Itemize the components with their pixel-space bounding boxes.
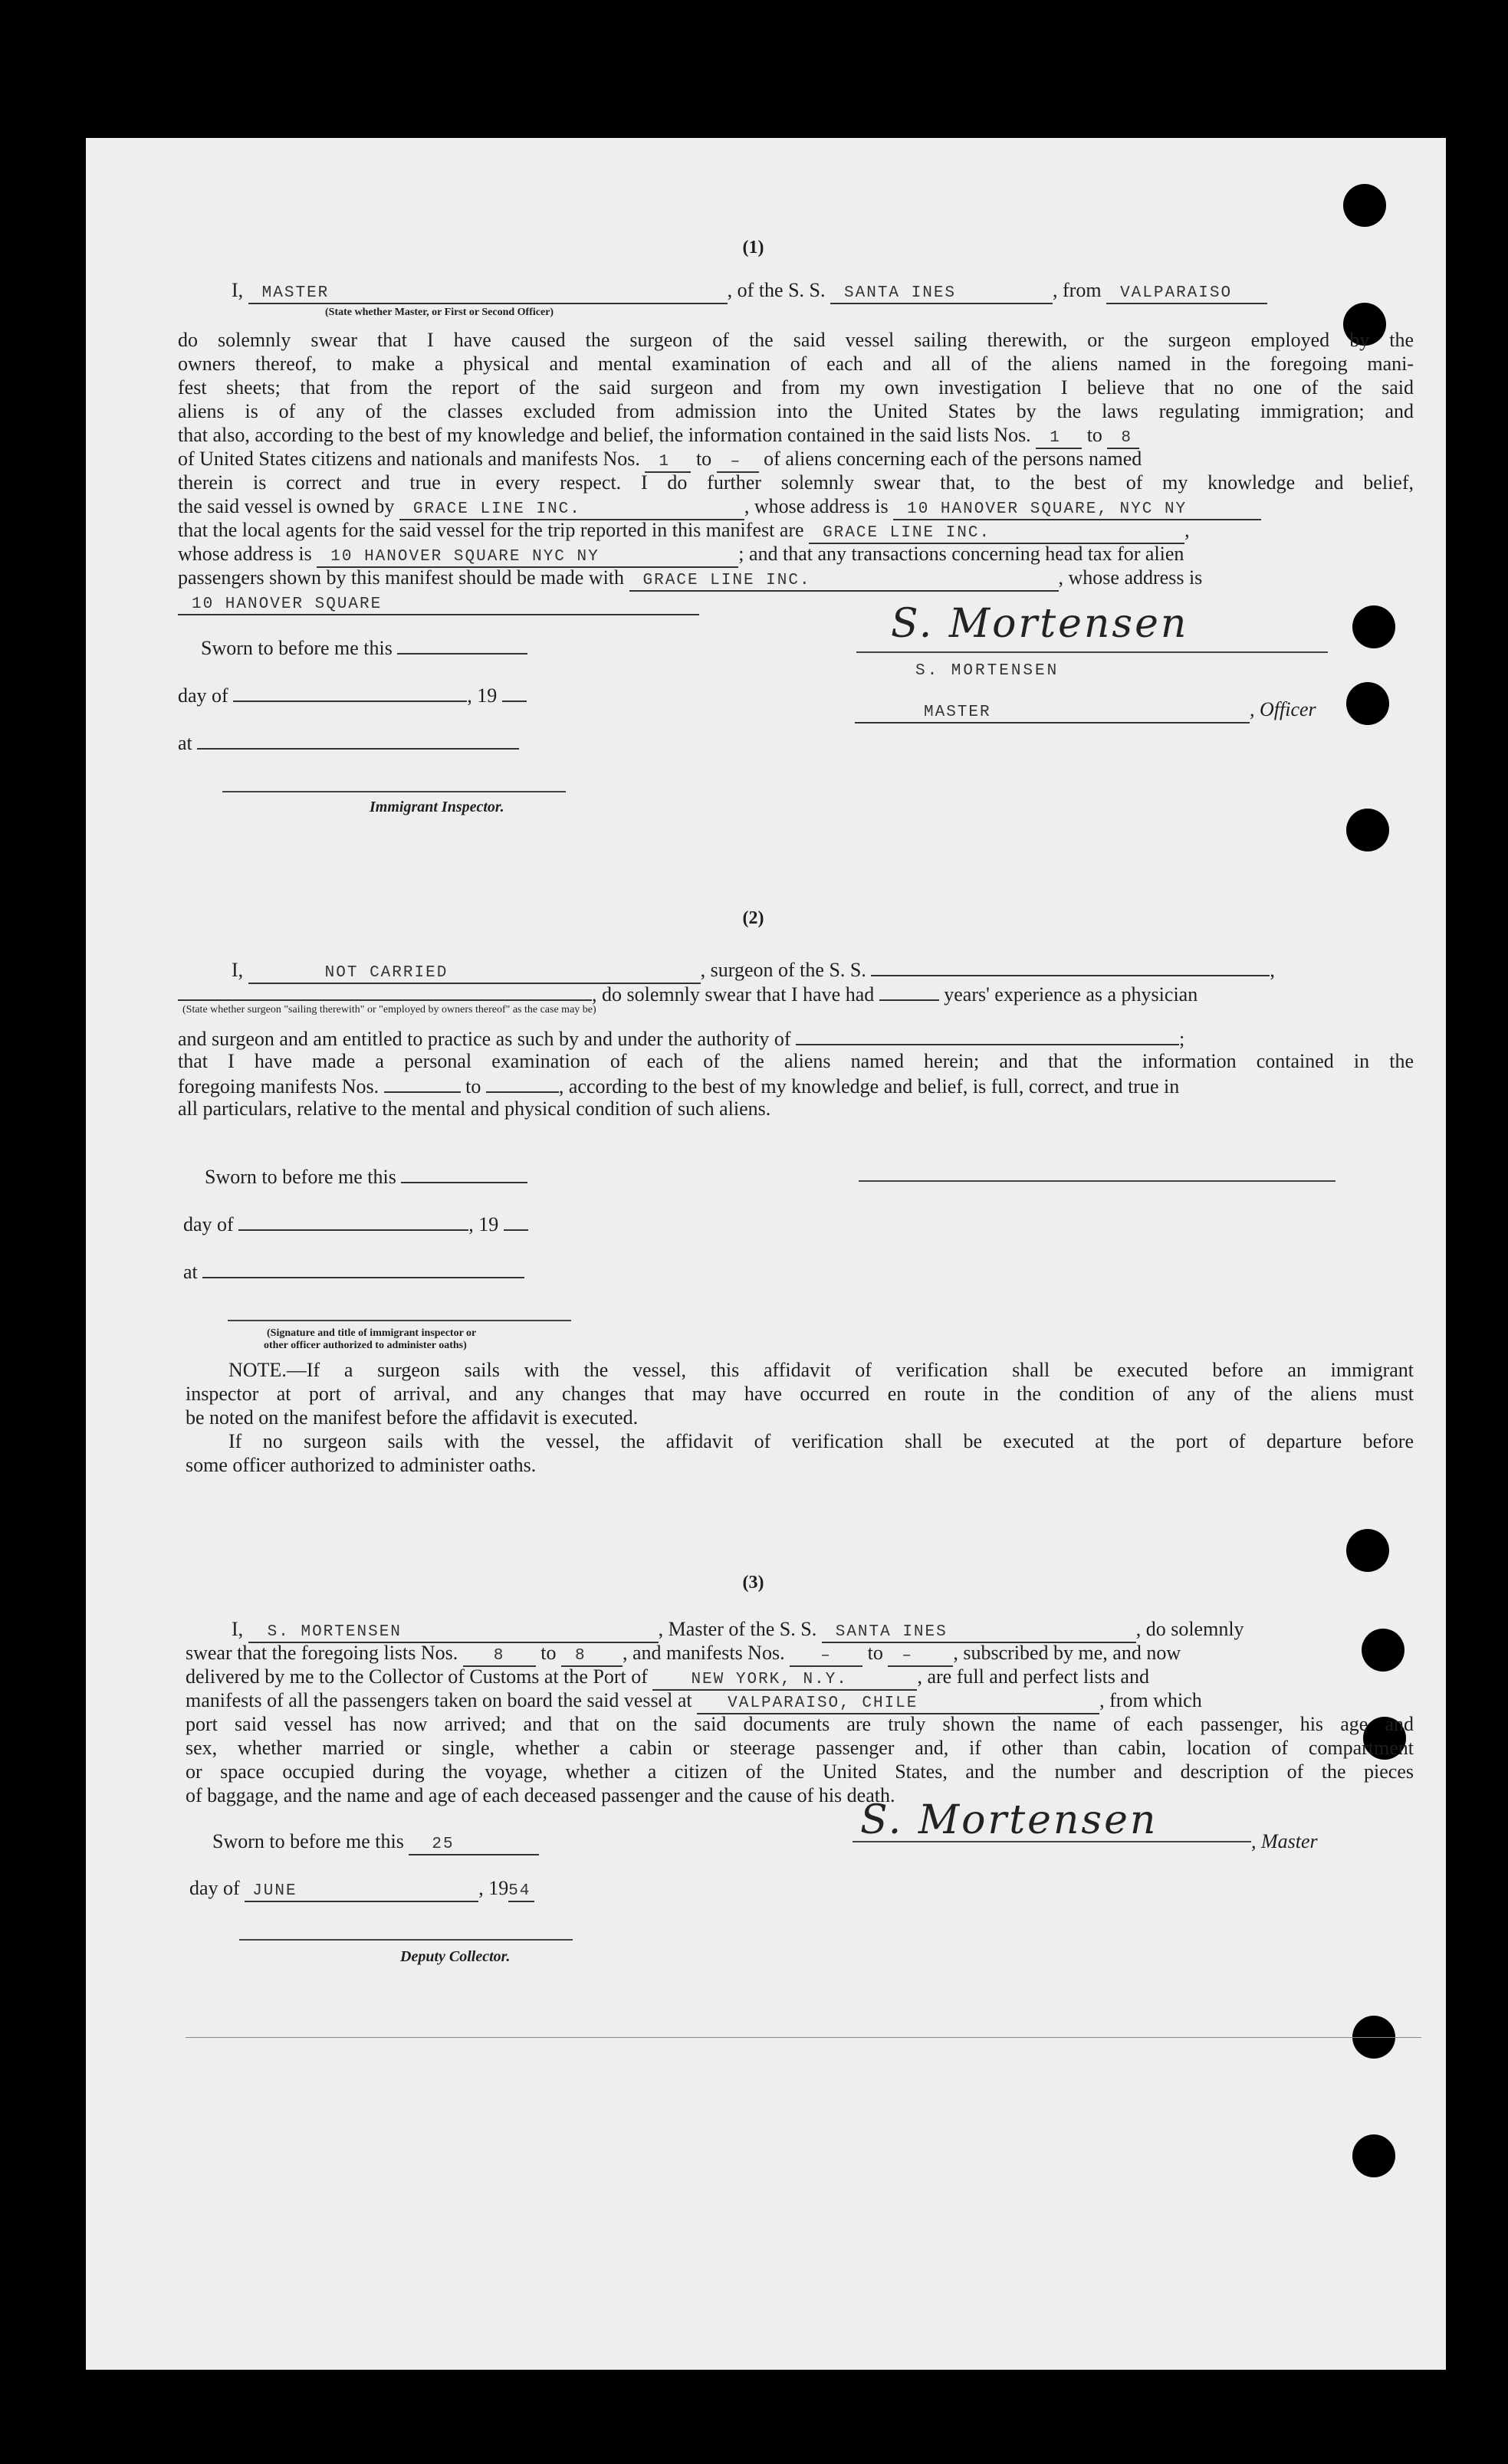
- label: Sworn to before me this: [205, 1166, 396, 1188]
- agents-field: GRACE LINE INC.: [809, 524, 1184, 544]
- label: of aliens concerning each of the persons named: [764, 448, 1142, 470]
- note-text: inspector at port of arrival, and any changes that may have occurred en route in the condition of any of the aliens must: [186, 1383, 1414, 1405]
- punch-hole: [1346, 809, 1389, 851]
- owner-field: GRACE LINE INC.: [399, 500, 744, 520]
- master-signature: S. Mortensen: [860, 1797, 1158, 1843]
- years-field: [879, 981, 939, 1001]
- section-2-authority-line: and surgeon and am entitled to practice as such by and under the authority of ;: [178, 1025, 1184, 1051]
- label: , Master of the S. S.: [658, 1618, 817, 1640]
- label: , are full and perfect lists and: [917, 1665, 1149, 1688]
- punch-hole: [1343, 184, 1386, 227]
- section-3-departure-line: [186, 1688, 1202, 1714]
- label: , subscribed by me, and now: [953, 1642, 1181, 1664]
- label: Sworn to before me this: [201, 637, 393, 659]
- bottom-rule: [186, 2037, 1421, 2038]
- label: , do solemnly swear that I have had: [592, 983, 875, 1006]
- label: day of: [189, 1877, 240, 1899]
- manifest-page: [86, 138, 1446, 2370]
- headtax-field: GRACE LINE INC.: [629, 572, 1059, 592]
- label: , 19: [478, 1877, 509, 1899]
- section-3-text: port said vessel has now arrived; and that on the said documents are truly shown the name of each passenger, his age and: [186, 1713, 1414, 1735]
- master-signature-line: [853, 1841, 1251, 1842]
- section-3-number: (3): [742, 1573, 764, 1593]
- label: , 19: [468, 1213, 499, 1235]
- label: Sworn to before me this: [212, 1830, 404, 1852]
- authority-field: [796, 1025, 1179, 1045]
- label: manifests of all the passengers taken on board the said vessel at: [186, 1689, 692, 1711]
- surgeon-vessel-field: [871, 956, 1270, 976]
- label: passengers shown by this manifest should be made with: [178, 566, 625, 589]
- label: , whose address is: [744, 495, 889, 517]
- label: the said vessel is owned by: [178, 495, 395, 517]
- label: I,: [232, 959, 244, 981]
- at-line: [178, 730, 519, 755]
- label: at: [183, 1261, 198, 1283]
- manifest-from-field: 1: [645, 453, 691, 473]
- section-1-number: (1): [742, 238, 764, 258]
- section-1-text: therein is correct and true in every respect. I do further solemnly swear that, to the best of my knowledge and belief,: [178, 471, 1414, 494]
- owner-address-field: 10 HANOVER SQUARE, NYC NY: [893, 500, 1261, 520]
- officer-hint: (State whether Master, or First or Second Officer): [325, 307, 554, 318]
- year-field: [502, 682, 527, 702]
- year-field: [504, 1211, 528, 1231]
- departure-field: VALPARAISO, CHILE: [697, 1695, 1099, 1714]
- lists-to-field: 8: [561, 1647, 623, 1667]
- sworn-line: [205, 1163, 527, 1189]
- label: years' experience as a physician: [944, 983, 1198, 1006]
- section-3-lists-line: [186, 1641, 1181, 1667]
- label: , of the S. S.: [727, 279, 826, 301]
- day-of-line: [183, 1211, 528, 1236]
- officer-title-line: [855, 697, 1316, 723]
- month-field: [233, 682, 467, 702]
- signature-line: [856, 651, 1328, 653]
- officer-suffix: , Officer: [1250, 698, 1316, 720]
- label: , according to the best of my knowledge and belief, is full, correct, and true in: [558, 1075, 1180, 1097]
- label: , surgeon of the S. S.: [700, 959, 866, 981]
- signature-hint: other officer authorized to administer oaths): [264, 1340, 467, 1351]
- sworn-line: [201, 635, 527, 660]
- section-1-owner-line: [178, 494, 1261, 520]
- collector-label: Deputy Collector.: [400, 1948, 511, 1965]
- note-text: be noted on the manifest before the affidavit is executed.: [186, 1406, 639, 1429]
- month-field: JUNE: [245, 1882, 478, 1902]
- master-suffix: , Master: [1251, 1830, 1318, 1852]
- section-1-headtax-address-line: [178, 589, 699, 615]
- surgeon-hint: (State whether surgeon "sailing therewith" or "employed by owners thereof" as the case may be): [182, 1004, 596, 1015]
- sworn-day-field: [397, 635, 527, 655]
- inspector-signature-line: [228, 1320, 571, 1321]
- lists-to-field: 8: [1107, 429, 1139, 449]
- from-port-field: VALPARAISO: [1106, 284, 1267, 304]
- label: , from: [1053, 279, 1102, 301]
- inspector-label: Immigrant Inspector.: [370, 799, 504, 815]
- signer-name: S. MORTENSEN: [915, 662, 1060, 680]
- label: , whose address is: [1058, 566, 1203, 589]
- port-field: NEW YORK, N.Y.: [652, 1671, 917, 1691]
- label: day of: [183, 1213, 234, 1235]
- label: to: [465, 1075, 481, 1097]
- surgeon-field: NOT CARRIED: [248, 964, 701, 984]
- year-field: 54: [508, 1882, 534, 1902]
- sworn-line: [212, 1829, 539, 1855]
- label: that the local agents for the said vessel for the trip reported in this manifest are: [178, 519, 804, 541]
- section-3-text: sex, whether married or single, whether a cabin or steerage passenger and, if other than cabin, location of compartment: [186, 1737, 1414, 1759]
- punch-hole: [1352, 605, 1395, 648]
- section-1-text: do solemnly swear that I have caused the surgeon of the said vessel sailing therewith, or the surgeon employed by the: [178, 329, 1414, 351]
- officer-field: MASTER: [248, 284, 728, 304]
- vessel-field: SANTA INES: [830, 284, 1053, 304]
- punch-hole: [1352, 2134, 1395, 2177]
- label: to: [540, 1642, 557, 1664]
- section-1-lists-line: [178, 423, 1139, 449]
- punch-hole: [1346, 682, 1389, 725]
- section-1-text: fest sheets; that from the report of the said surgeon and from my own investigation I believe that no one of the said: [178, 376, 1414, 399]
- note-text: If no surgeon sails with the vessel, the affidavit of verification shall be executed at the port of departure before: [228, 1430, 1414, 1452]
- day-of-line: [178, 682, 527, 707]
- month-field: [238, 1211, 468, 1231]
- label: , and manifests Nos.: [623, 1642, 785, 1664]
- place-field: [197, 730, 519, 750]
- punch-hole: [1362, 1629, 1405, 1672]
- label: to: [867, 1642, 883, 1664]
- label: , 19: [467, 684, 498, 707]
- sworn-day-field: [401, 1163, 527, 1183]
- section-2-line-1: I, NOT CARRIED , surgeon of the S. S. ,: [232, 956, 1275, 984]
- section-1-agents-line: that the local agents for the said vessel for the trip reported in this manifest are GRACE LINE INC. ,: [178, 518, 1190, 544]
- manifest-to-field: –: [888, 1647, 953, 1667]
- label: ; and that any transactions concerning head tax for alien: [738, 543, 1184, 565]
- manifest-from-field: [384, 1073, 461, 1093]
- section-2-text: that I have made a personal examination of each of the aliens named herein; and that the information contained in the: [178, 1050, 1414, 1072]
- punch-hole: [1346, 1529, 1389, 1572]
- master-signature: S. Mortensen: [891, 601, 1189, 647]
- label: foregoing manifests Nos.: [178, 1075, 379, 1097]
- headtax-address-field: 10 HANOVER SQUARE: [178, 595, 699, 615]
- collector-signature-line: [239, 1939, 573, 1941]
- section-2-line-2: [178, 981, 1198, 1006]
- section-3-text: of baggage, and the name and age of each deceased passenger and the cause of his death.: [186, 1784, 895, 1806]
- label: day of: [178, 684, 228, 707]
- label: swear that the foregoing lists Nos.: [186, 1642, 458, 1664]
- label: , from which: [1099, 1689, 1202, 1711]
- section-3-port-line: [186, 1665, 1149, 1691]
- note-text: some officer authorized to administer oaths.: [186, 1454, 537, 1476]
- label: of United States citizens and nationals and manifests Nos.: [178, 448, 640, 470]
- section-2-manifests-line: [178, 1073, 1179, 1098]
- section-1-manifests-line: [178, 447, 1142, 473]
- label: to: [1086, 424, 1102, 446]
- surgeon-signature-line: [859, 1180, 1336, 1182]
- section-1-line-1: [232, 278, 1267, 304]
- label: delivered by me to the Collector of Customs at the Port of: [186, 1665, 648, 1688]
- manifest-from-field: –: [790, 1647, 862, 1667]
- section-1-agents-address-line: [178, 542, 1184, 568]
- section-1-text: owners thereof, to make a physical and mental examination of each and all of the aliens named in the foregoing mani-: [178, 353, 1414, 375]
- section-2-number: (2): [742, 908, 764, 928]
- surgeon-type-field: [178, 981, 592, 1001]
- section-2-text: all particulars, relative to the mental and physical condition of such aliens.: [178, 1097, 771, 1120]
- manifest-to-field: –: [717, 453, 759, 473]
- place-field: [202, 1258, 524, 1278]
- title-field: MASTER: [855, 704, 1250, 723]
- section-1-headtax-line: [178, 566, 1202, 592]
- vessel-field: SANTA INES: [822, 1623, 1136, 1643]
- signature-hint: (Signature and title of immigrant inspector or: [267, 1327, 477, 1339]
- inspector-signature-line: [222, 791, 566, 792]
- label: , do solemnly: [1135, 1618, 1244, 1640]
- at-line: [183, 1258, 524, 1284]
- label: and surgeon and am entitled to practice as such by and under the authority of: [178, 1028, 791, 1050]
- note-text: NOTE.—If a surgeon sails with the vessel, this affidavit of verification shall be executed before an immigrant: [228, 1359, 1414, 1381]
- lists-from-field: 1: [1036, 429, 1082, 449]
- section-1-text: aliens is of any of the classes excluded from admission into the United States by the laws regulating immigration; and: [178, 400, 1414, 422]
- label: I,: [232, 279, 244, 301]
- sworn-day-field: 25: [409, 1836, 539, 1855]
- section-3-text: or space occupied during the voyage, whether a citizen of the United States, and the number and description of the pieces: [186, 1760, 1414, 1783]
- manifest-to-field: [486, 1073, 559, 1093]
- master-name-field: S. MORTENSEN: [248, 1623, 659, 1643]
- label: at: [178, 732, 192, 754]
- day-of-line: [189, 1876, 534, 1902]
- label: that also, according to the best of my knowledge and belief, the information contained in the said lists Nos.: [178, 424, 1031, 446]
- label: I,: [232, 1618, 244, 1640]
- section-3-line-1: [232, 1617, 1244, 1643]
- lists-from-field: 8: [463, 1647, 536, 1667]
- label: whose address is: [178, 543, 312, 565]
- label: to: [695, 448, 712, 470]
- agents-address-field: 10 HANOVER SQUARE NYC NY: [317, 548, 738, 568]
